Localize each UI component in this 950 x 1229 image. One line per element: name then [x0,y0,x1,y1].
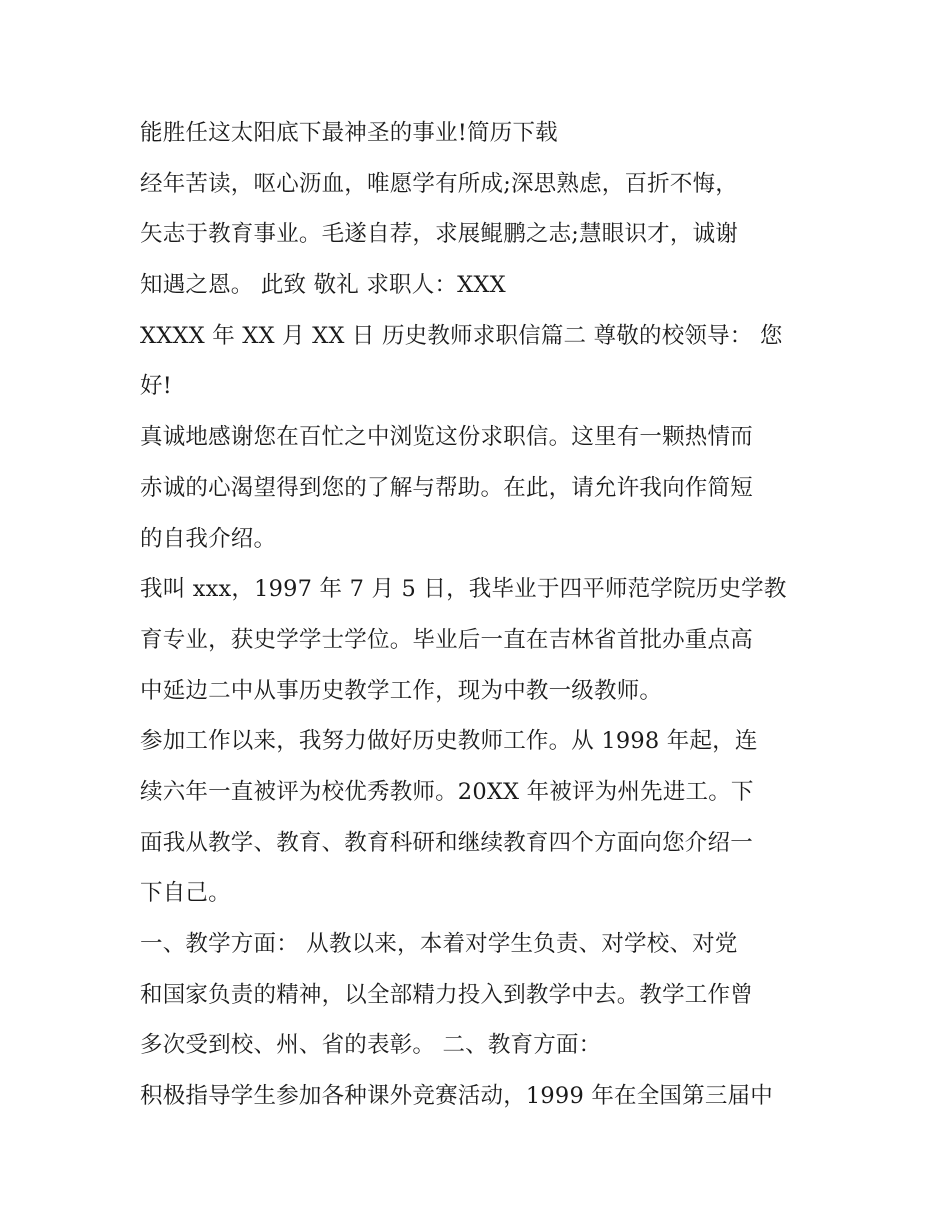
text-line: 经年苦读，呕心沥血，唯愿学有所成;深思熟虑，百折不悔， [140,170,738,197]
text-line: 面我从教学、教育、教育科研和继续教育四个方面向您介绍一 [140,829,753,856]
text-line: 多次受到校、州、省的表彰。 二、教育方面： [140,1032,602,1059]
text-line: 和国家负责的精神，以全部精力投入到教学中去。教学工作曾 [140,981,753,1008]
text-line: 的自我介绍。 [140,525,277,552]
text-line: 一、教学方面： 从教以来，本着对学生负责、对学校、对党 [140,931,738,957]
text-line: 我叫 xxx，1997 年 7 月 5 日，我毕业于四平师范学院历史学教 [140,576,787,603]
text-line: 能胜任这太阳底下最神圣的事业!简历下载 [140,120,558,146]
text-line: XXXX 年 XX 月 XX 日 历史教师求职信篇二 尊敬的校领导： 您 [140,322,783,349]
text-line: 知遇之恩。 此致 敬礼 求职人：XXX [140,272,506,299]
text-line: 真诚地感谢您在百忙之中浏览这份求职信。这里有一颗热情而 [140,424,753,451]
text-line: 好! [140,373,172,400]
text-line: 中延边二中从事历史教学工作，现为中教一级教师。 [140,677,663,704]
text-line: 下自己。 [140,880,231,907]
text-line: 参加工作以来，我努力做好历史教师工作。从 1998 年起，连 [140,728,758,755]
text-line: 矢志于教育事业。毛遂自荐，求展鲲鹏之志;慧眼识才，诚谢 [140,221,738,248]
text-line: 育专业，获史学学士学位。毕业后一直在吉林省首批办重点高 [140,626,753,653]
text-line: 续六年一直被评为校优秀教师。20XX 年被评为州先进工。下 [140,778,754,805]
document-body [140,108,820,1122]
text-line: 赤诚的心渴望得到您的了解与帮助。在此，请允许我向作简短 [140,474,753,501]
text-line: 积极指导学生参加各种课外竞赛活动，1999 年在全国第三届中 [140,1083,773,1110]
